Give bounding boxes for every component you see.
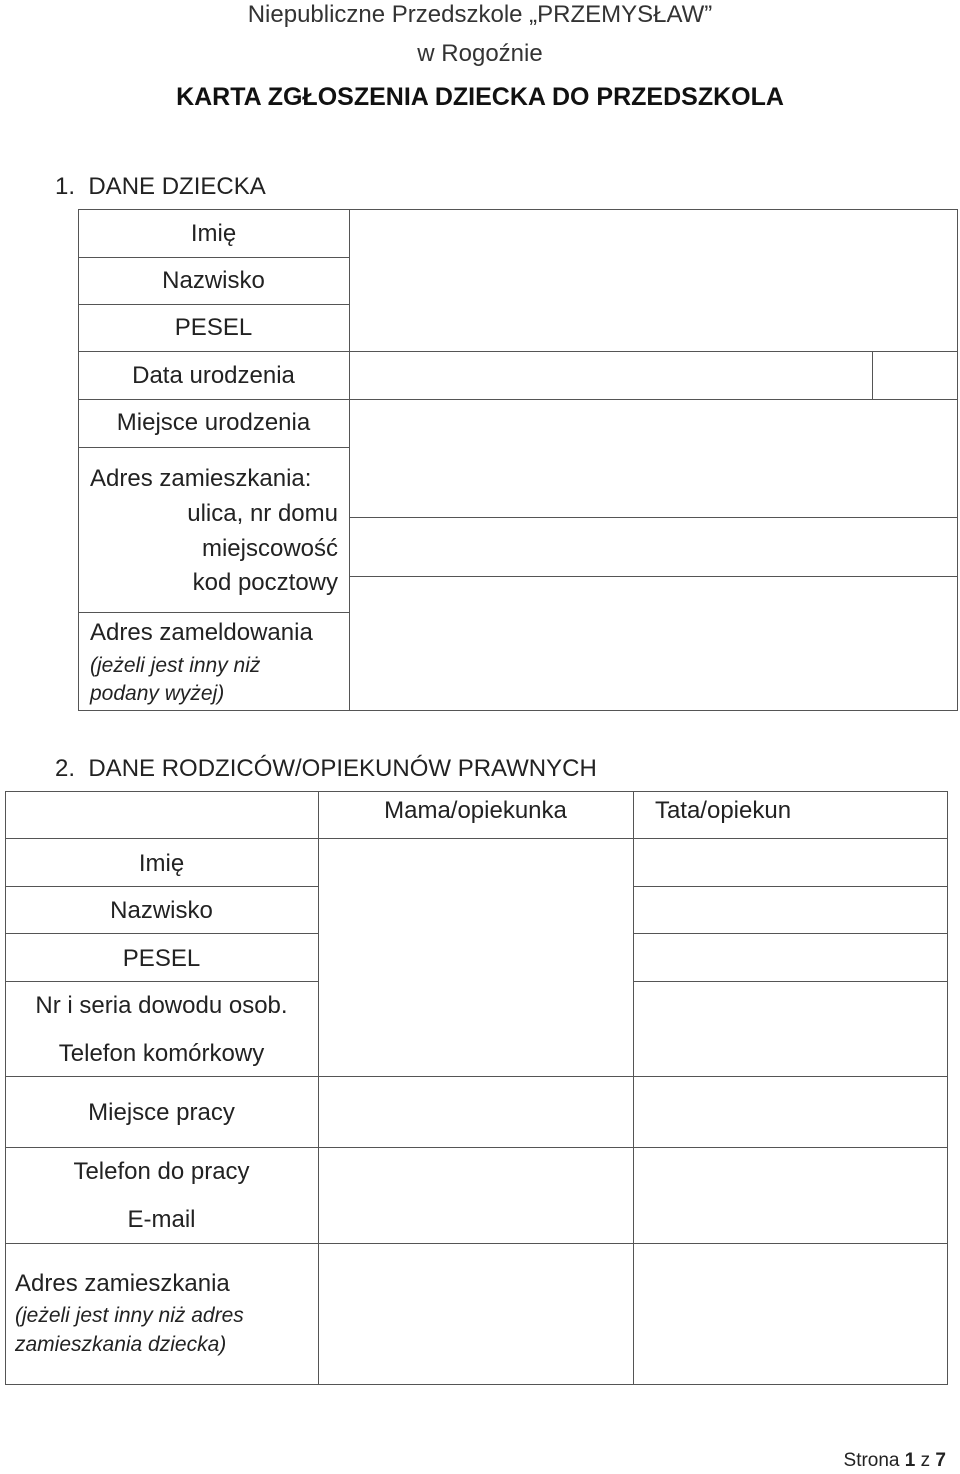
child-registration-note: podany wyżej) [90, 682, 225, 705]
address-line [349, 517, 958, 518]
page-of: z [920, 1450, 931, 1471]
parent-last-name-label: Nazwisko [110, 897, 213, 924]
child-row-line [78, 447, 349, 448]
page-current: 1 [904, 1450, 916, 1471]
parents-row-line [5, 1076, 318, 1077]
parents-row-line [318, 1076, 948, 1077]
parent-mobile-label: Telefon komórkowy [58, 1040, 265, 1067]
child-row-line [78, 257, 349, 258]
birthdate-cell-divider [872, 351, 873, 399]
child-street-label: ulica, nr domu [187, 500, 338, 527]
parents-row-line [633, 933, 948, 934]
school-location: w Rogoźnie [417, 40, 543, 67]
child-row-line [78, 351, 958, 352]
parent-address-note: (jeżeli jest inny niż adres [15, 1304, 244, 1327]
child-postal-code-label: kod pocztowy [192, 569, 338, 596]
address-line [349, 576, 958, 577]
father-column-header: Tata/opiekun [654, 797, 792, 824]
child-table-divider [349, 209, 350, 711]
parent-first-name-label: Imię [138, 850, 185, 877]
page-number [844, 1448, 946, 1474]
parent-id-number-label: Nr i seria dowodu osob. [35, 992, 288, 1019]
parents-row-line [633, 886, 948, 887]
parents-col-divider-2 [633, 791, 634, 1385]
form-title: KARTA ZGŁOSZENIA DZIECKA DO PRZEDSZKOLA [176, 83, 784, 111]
page-total: 7 [935, 1450, 946, 1471]
child-row-line [78, 399, 958, 400]
section2-heading: 2. DANE RODZICÓW/OPIEKUNÓW PRAWNYCH [55, 755, 597, 782]
parents-row-line [318, 1147, 948, 1148]
parents-row-line [5, 1243, 948, 1244]
child-row-line [78, 304, 349, 305]
parents-row-line [5, 886, 318, 887]
parent-email-label: E-mail [127, 1206, 196, 1233]
child-pesel-label: PESEL [174, 314, 253, 341]
parents-row-line [5, 1147, 318, 1148]
child-address-label: Adres zamieszkania: [90, 465, 312, 492]
parent-pesel-label: PESEL [122, 945, 201, 972]
parent-work-phone-label: Telefon do pracy [73, 1158, 250, 1185]
child-birth-place-label: Miejsce urodzenia [116, 409, 311, 436]
parents-row-line [5, 838, 948, 839]
child-registration-note: (jeżeli jest inny niż [90, 654, 261, 677]
parents-col-divider-1 [318, 791, 319, 1385]
child-first-name-label: Imię [190, 220, 237, 247]
school-name: Niepubliczne Przedszkole „PRZEMYSŁAW” [247, 1, 713, 28]
parents-row-line [633, 981, 948, 982]
child-row-line [78, 612, 349, 613]
mother-column-header: Mama/opiekunka [384, 797, 567, 824]
child-city-label: miejscowość [201, 535, 338, 562]
page-word: Strona [843, 1450, 900, 1471]
child-registration-label: Adres zameldowania [90, 619, 313, 646]
parents-row-line [5, 933, 318, 934]
parents-row-line [5, 981, 318, 982]
child-birth-date-label: Data urodzenia [132, 362, 295, 389]
parent-address-note: zamieszkania dziecka) [15, 1333, 227, 1356]
parent-address-label: Adres zamieszkania [15, 1270, 230, 1297]
child-last-name-label: Nazwisko [162, 267, 265, 294]
section1-heading: 1. DANE DZIECKA [55, 173, 266, 200]
parent-workplace-label: Miejsce pracy [88, 1099, 235, 1126]
